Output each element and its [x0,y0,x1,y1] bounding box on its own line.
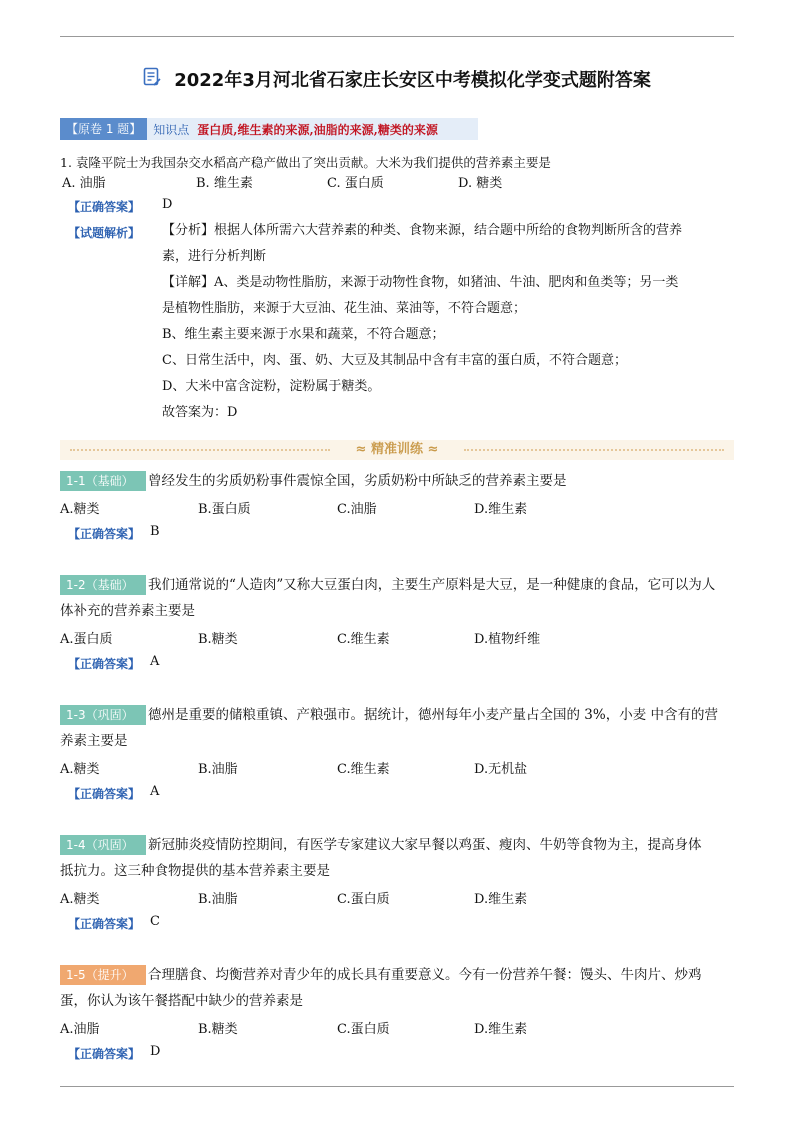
exercise-tag-1-1: 1-1（基础） [60,471,146,491]
page-title: 2022年3月河北省石家庄长安区中考模拟化学变式题附答案 [174,70,651,91]
answer-1-2: A [150,654,160,669]
option-b: B.糖类 [198,1022,238,1037]
option-a: A.蛋白质 [60,632,113,647]
option-a: A.糖类 [60,892,100,907]
original-answer: D [162,197,173,212]
exercise-options-1-2 [60,628,660,646]
section-title: 精准训练 [370,442,423,457]
exercise-options-1-5 [60,1018,660,1036]
answer-label-1-1: 【正确答案】 [68,527,141,541]
knowledge-point-bar [60,118,478,140]
answer-1-3: A [150,784,160,799]
deco-left: ≈ [355,442,367,457]
exercise-question-1-2 [60,572,734,624]
option-c: C.维生素 [337,632,390,647]
analysis-text [162,218,734,426]
analysis-label: 【试题解析】 [68,226,141,240]
option-a: A. 油脂 [62,176,106,191]
analysis-line: D、大米中富含淀粉，淀粉属于糖类。 [162,379,381,394]
exercise-tag-1-2: 1-2（基础） [60,575,146,595]
document-edit-icon [143,67,161,91]
exercise-tag-1-5: 1-5（提升） [60,965,146,985]
knowledge-point-text: 蛋白质,维生素的来源,油脂的来源,糖类的来源 [197,122,438,137]
knowledge-point-label: 知识点 [153,122,190,137]
question-line: 我们通常说的“人造肉”又称大豆蛋白肉，主要生产原料是大豆，是一种健康的食品，它可以为人 [148,577,716,593]
question-line: 蛋，你认为该午餐搭配中缺少的营养素是 [60,993,303,1009]
option-d: D.维生素 [474,892,528,907]
exercise-question-1-4 [60,832,734,884]
exercise-question-1-3 [60,702,734,754]
option-c: C. 蛋白质 [327,176,384,191]
option-d: D.无机盐 [474,762,528,777]
exercise-question-1-1 [60,468,734,494]
option-c: C.蛋白质 [337,1022,390,1037]
analysis-line: 【分析】根据人体所需六大营养素的种类、食物来源，结合题中所给的食物判断所含的营养 [162,223,683,238]
question-line: 抵抗力。这三种食物提供的基本营养素主要是 [60,863,330,879]
exercise-options-1-3 [60,758,660,776]
original-question-tag: 【原卷 1 题】 [60,118,147,140]
analysis-line: 素，进行分析判断 [162,249,267,264]
original-answer-label: 【正确答案】 [68,200,141,214]
answer-label-1-4: 【正确答案】 [68,917,141,931]
option-b: B.糖类 [198,632,238,647]
question-line: 新冠肺炎疫情防控期间，有医学专家建议大家早餐以鸡蛋、瘦肉、牛奶等食物为主，提高身体 [148,837,702,853]
option-c: C.维生素 [337,762,390,777]
option-b: B.蛋白质 [198,502,251,517]
analysis-line: 【详解】A、类是动物性脂肪，来源于动物性食物，如猪油、牛油、肥肉和鱼类等；另一类 [162,275,679,290]
top-rule [60,36,734,37]
exercise-options-1-4 [60,888,660,906]
question-line: 养素主要是 [60,733,128,749]
question-line: 合理膳食、均衡营养对青少年的成长具有重要意义。今有一份营养午餐：馒头、牛肉片、炒鸡 [148,967,702,983]
option-a: A.糖类 [60,502,100,517]
option-c: C.蛋白质 [337,892,390,907]
section-title-wrap [60,440,734,460]
answer-1-5: D [150,1044,161,1059]
exercise-question-1-5 [60,962,734,1014]
exercise-tag-1-3: 1-3（巩固） [60,705,146,725]
answer-label-1-3: 【正确答案】 [68,787,141,801]
option-b: B.油脂 [198,892,238,907]
question-line: 曾经发生的劣质奶粉事件震惊全国，劣质奶粉中所缺乏的营养素主要是 [148,473,567,489]
option-d: D.维生素 [474,1022,528,1037]
answer-1-1: B [150,524,160,539]
question-line: 体补充的营养素主要是 [60,603,195,619]
title-row [0,66,794,92]
question-line: 德州是重要的储粮重镇、产粮强市。据统计，德州每年小麦产量占全国的 3%，小麦 中含有的营 [148,707,718,723]
analysis-line: 是植物性脂肪，来源于大豆油、花生油、菜油等，不符合题意； [162,301,527,316]
original-question: 1. 袁隆平院士为我国杂交水稻高产稳产做出了突出贡献。大米为我们提供的营养素主要是 [60,155,551,170]
exercise-tag-1-4: 1-4（巩固） [60,835,146,855]
option-a: A.糖类 [60,762,100,777]
analysis-line: B、维生素主要来源于水果和蔬菜，不符合题意； [162,327,445,342]
bottom-rule [60,1086,734,1087]
analysis-line: 故答案为：D [162,405,238,420]
option-b: B.油脂 [198,762,238,777]
option-a: A.油脂 [60,1022,100,1037]
exercise-options-1-1 [60,498,660,516]
answer-1-4: C [150,914,160,929]
option-b: B. 维生素 [196,176,253,191]
option-d: D. 糖类 [458,176,503,191]
option-d: D.维生素 [474,502,528,517]
original-options [60,172,660,190]
option-d: D.植物纤维 [474,632,541,647]
answer-label-1-2: 【正确答案】 [68,657,141,671]
deco-right: ≈ [427,442,439,457]
answer-label-1-5: 【正确答案】 [68,1047,141,1061]
option-c: C.油脂 [337,502,377,517]
analysis-line: C、日常生活中，肉、蛋、奶、大豆及其制品中含有丰富的蛋白质，不符合题意； [162,353,627,368]
section-divider [60,440,734,460]
